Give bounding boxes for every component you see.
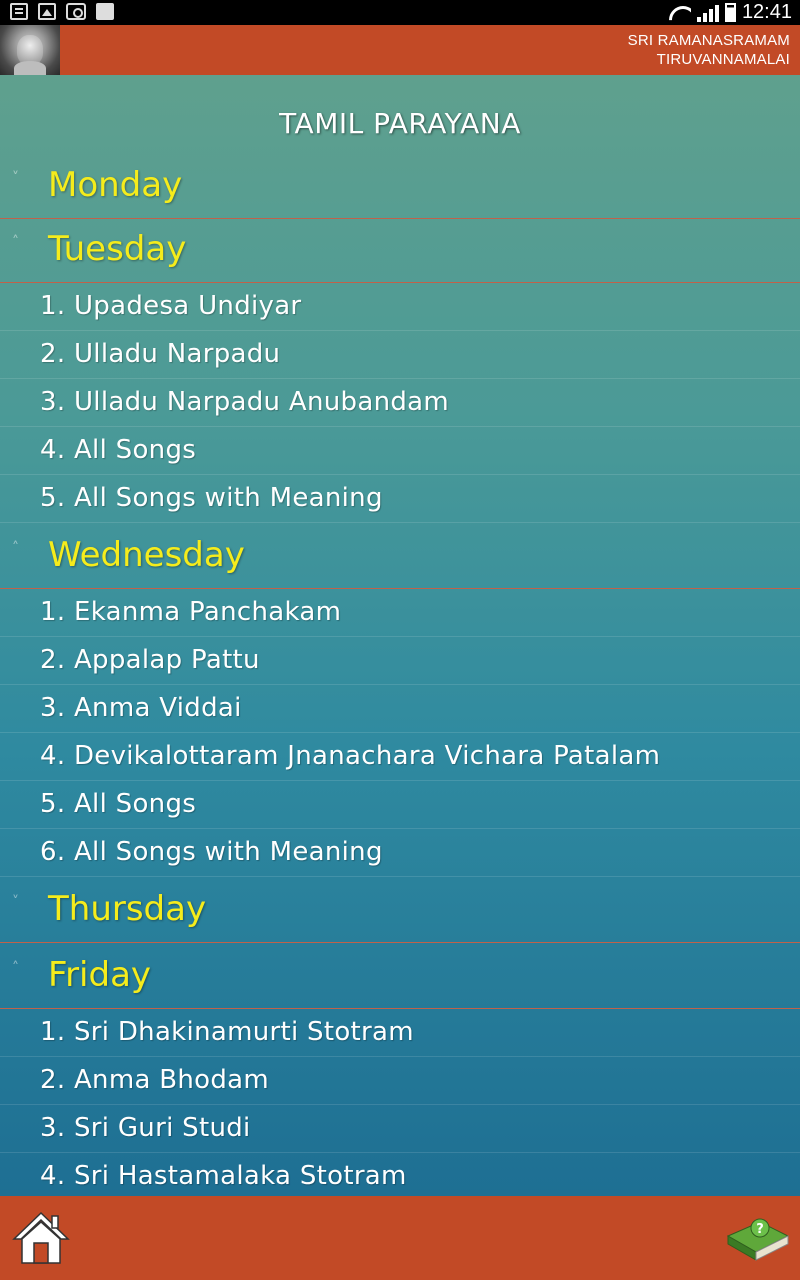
camera-icon [66,3,86,20]
list-item[interactable] [0,829,800,877]
system-icons [669,1,792,24]
signal-icon [697,4,719,22]
status-bar [0,0,800,25]
battery-icon [725,3,736,22]
svg-text:?: ? [756,1222,764,1237]
list-item[interactable] [0,1105,800,1153]
list-item-label: 6. All Songs with Meaning [40,837,383,867]
help-book-button[interactable] [724,1212,790,1262]
list-item-label: 4. All Songs [40,435,197,465]
chevron-up-icon: ˄ [12,540,19,556]
list-item-label: 1. Ekanma Panchakam [40,597,342,627]
list-item[interactable] [0,331,800,379]
list-item-label: 5. All Songs with Meaning [40,483,383,513]
day-label: Friday [48,955,152,995]
book-help-icon [724,1212,790,1262]
list-item[interactable] [0,427,800,475]
day-label: Thursday [48,889,207,929]
header-title-line1: SRI RAMANASRAMAM [627,32,790,49]
list-item[interactable] [0,589,800,637]
list-item[interactable] [0,283,800,331]
document-icon [10,3,28,20]
list-item-label: 1. Upadesa Undiyar [40,291,302,321]
list-item-label: 2. Appalap Pattu [40,645,260,675]
chevron-down-icon: ˅ [12,894,19,910]
list-item-label: 2. Anma Bhodam [40,1065,270,1095]
list-item[interactable] [0,637,800,685]
main-content[interactable] [0,75,800,1196]
day-header-wednesday[interactable] [0,523,800,589]
day-label: Wednesday [48,535,245,575]
list-item-label: 4. Devikalottaram Jnanachara Vichara Patalam [40,741,661,771]
image-icon [38,3,56,20]
day-header-friday[interactable] [0,943,800,1009]
list-item[interactable] [0,781,800,829]
bottom-bar [0,1196,800,1280]
app-header [0,25,800,75]
list-item-label: 3. Sri Guri Studi [40,1113,251,1143]
list-item-label: 2. Ulladu Narpadu [40,339,281,369]
list-item[interactable] [0,733,800,781]
chevron-up-icon: ˄ [12,234,19,250]
day-label: Monday [48,165,183,205]
list-item-label: 5. All Songs [40,789,197,819]
clock: 12:41 [741,1,792,23]
day-header-tuesday[interactable] [0,217,800,283]
header-title [628,31,790,69]
day-label: Tuesday [48,229,187,269]
notification-icons [10,3,114,20]
list-item-label: 1. Sri Dhakinamurti Stotram [40,1017,414,1047]
briefcase-icon [96,3,114,20]
list-item[interactable] [0,1009,800,1057]
list-item[interactable] [0,1057,800,1105]
wifi-icon [669,4,691,22]
chevron-up-icon: ˄ [12,960,19,976]
home-button[interactable] [12,1210,70,1266]
list-item[interactable] [0,379,800,427]
list-item-label: 3. Ulladu Narpadu Anubandam [40,387,450,417]
avatar [0,25,60,75]
list-item[interactable] [0,475,800,523]
list-item-label: 4. Sri Hastamalaka Stotram [40,1161,407,1191]
home-icon [12,1210,70,1266]
header-title-line2: TIRUVANNAMALAI [656,51,790,68]
list-item[interactable] [0,1153,800,1196]
page-title: TAMIL PARAYANA [279,107,521,140]
chevron-down-icon: ˅ [12,170,19,186]
day-header-monday[interactable] [0,153,800,219]
list-item[interactable] [0,685,800,733]
list-item-label: 3. Anma Viddai [40,693,242,723]
day-header-thursday[interactable] [0,877,800,943]
